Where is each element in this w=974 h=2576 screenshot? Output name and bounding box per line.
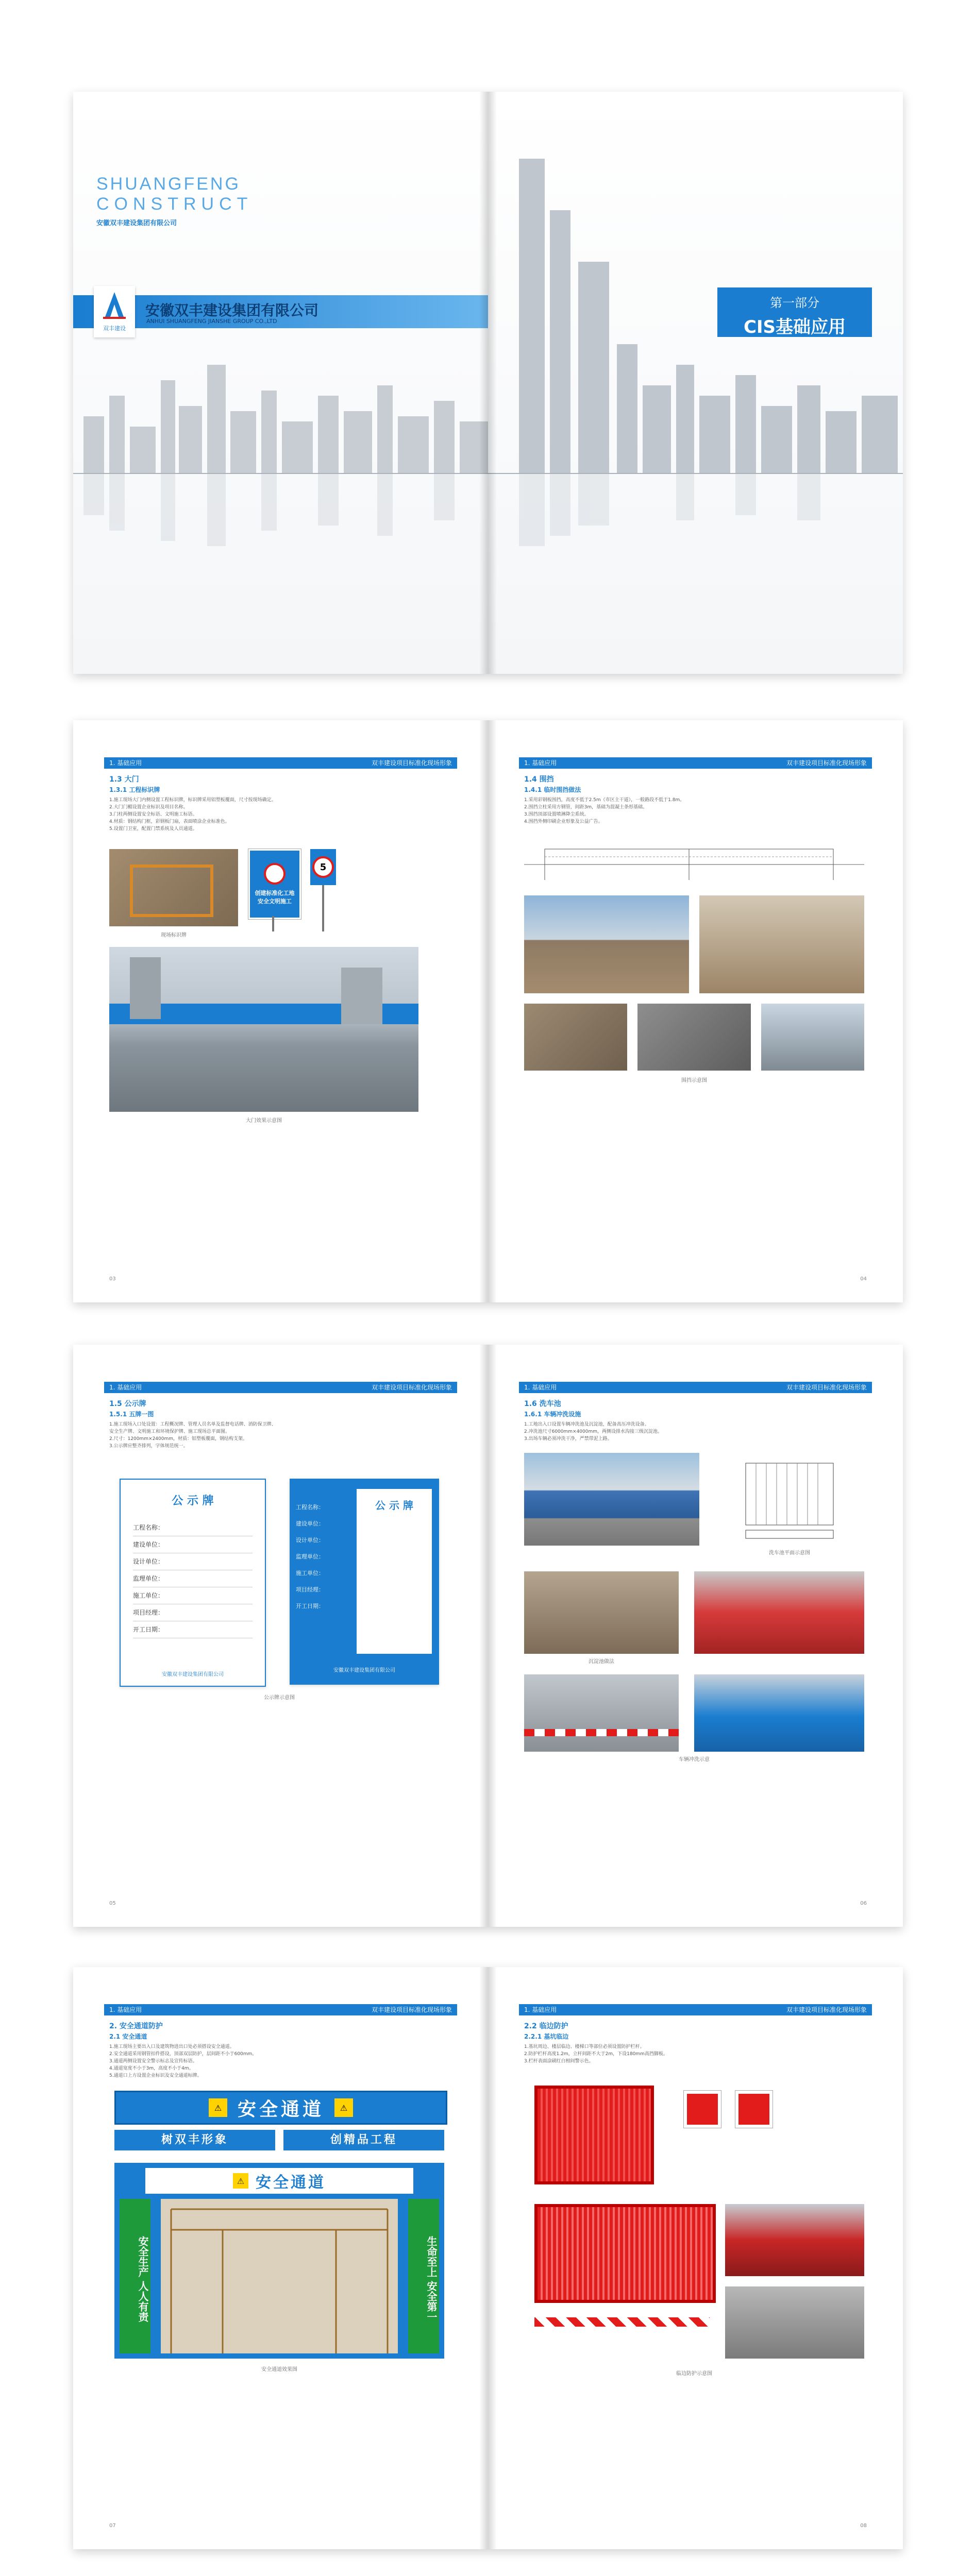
body-text: [524, 1421, 867, 1443]
body-text: [109, 796, 452, 833]
text-line: 2.冲洗池尺寸6000mm×4000mm，两侧设排水沟接三级沉淀池。: [524, 1429, 663, 1434]
board-row: 施工单位：: [133, 1587, 253, 1604]
sign-board-group: [248, 849, 341, 931]
brand-sub-text: 安徽双丰建设集团有限公司: [96, 219, 177, 227]
body-text: [524, 796, 867, 825]
section-title: 1.5 公示牌: [109, 1400, 146, 1408]
site-photo-barrier: [524, 1674, 679, 1752]
cover-front-page: [488, 92, 903, 674]
section-title: 1.6 洗车池: [524, 1400, 561, 1408]
section-title: 2. 安全通道防护: [109, 2022, 163, 2030]
header-left: 1. 基础应用: [109, 759, 142, 767]
site-photo-gate: [109, 947, 418, 1112]
text-line: 安全生产牌、文明施工和环境保护牌、施工现场总平面图。: [109, 1429, 230, 1434]
wash-caption: 车辆冲洗示意: [679, 1757, 710, 1762]
spread-2: [73, 720, 903, 1302]
board-row: 监理单位：: [296, 1553, 324, 1560]
logo-caption: 双丰建设: [103, 325, 126, 332]
header-right: 双丰建设项目标准化现场形象: [786, 759, 867, 767]
speed-limit-number: 5: [320, 861, 327, 873]
page-header: [104, 2004, 457, 2015]
hazard-stripe: [534, 2317, 710, 2327]
site-photo-road: [524, 895, 689, 993]
board-row: 工程名称：: [296, 1504, 324, 1511]
board-rows: [133, 1519, 253, 1638]
section-title: 1.4 围挡: [524, 775, 554, 784]
site-photo-worker: [524, 1004, 627, 1071]
warning-icon-right: ⚠: [334, 2098, 353, 2117]
text-line: 2.安全通道采用钢管扣件搭设，顶部双层防护，层间距不小于600mm。: [109, 2052, 257, 2057]
page-number: 04: [860, 1276, 867, 1282]
wash-plan-caption: 洗车池平面示意图: [769, 1550, 810, 1556]
brand-wordmark: [96, 174, 253, 227]
text-line: 1.采用彩钢板围挡，高度不低于2.5m（市区主干道），一般路段不低于1.8m。: [524, 798, 685, 803]
subsection-title: 1.3.1 工程标识牌: [109, 786, 160, 793]
page-number: 06: [860, 1901, 867, 1906]
pool-caption: 沉淀池做法: [589, 1659, 614, 1665]
site-photo-wash: [524, 1453, 699, 1546]
header-right: 双丰建设项目标准化现场形象: [786, 2006, 867, 2013]
page-3: [73, 720, 488, 1302]
board-footer: 安徽双丰建设集团有限公司: [162, 1672, 224, 1677]
tunnel-side-left: [120, 2199, 150, 2353]
sign-circle-icon: [264, 863, 286, 885]
company-logo-box: [94, 286, 135, 337]
text-line: 1.施工现场大门内侧设置工程标识牌，标识牌采用铝塑板覆面，尺寸按现场确定。: [109, 798, 276, 803]
subsection-title: 1.4.1 临时围挡做法: [524, 786, 581, 793]
board-row: 项目经理：: [296, 1586, 324, 1593]
board-left-rows: [296, 1499, 352, 1615]
city-skyline-right: [488, 128, 903, 550]
tunnel-frame-drawing: [161, 2199, 398, 2353]
sign-board-blue: [248, 849, 301, 919]
subsection-title: 2.1 安全通道: [109, 2033, 147, 2040]
text-line: 2.尺寸：1200mm×2400mm，材质：铝塑板覆面，钢结构支架。: [109, 1436, 248, 1442]
subsection-title: 1.5.1 五牌一图: [109, 1411, 154, 1418]
safety-tunnel: [114, 2163, 444, 2359]
fence-drawing: [524, 834, 864, 890]
section-title: 2.2 临边防护: [524, 2022, 568, 2030]
header-left: 1. 基础应用: [524, 2006, 557, 2013]
notice-board-white: [120, 1479, 266, 1687]
speed-pole: [322, 885, 324, 931]
safety-banner: [114, 2091, 447, 2125]
slogan-2: 创精品工程: [283, 2130, 444, 2150]
text-line: 1.施工现场主要出入口及建筑物进出口处必须搭设安全通道。: [109, 2044, 234, 2049]
header-right: 双丰建设项目标准化现场形象: [371, 759, 452, 767]
site-photo-blue-wall: [694, 1674, 864, 1752]
header-left: 1. 基础应用: [109, 2006, 142, 2013]
board-row: 建设单位：: [133, 1536, 253, 1553]
tunnel-title: 安全通道: [256, 2174, 326, 2192]
side-slogan-left: 安全生产 人人有责: [137, 2235, 149, 2322]
board-footer: 安徽双丰建设集团有限公司: [333, 1668, 395, 1673]
brand-en-line-2: CONSTRUCT: [96, 194, 253, 214]
header-right: 双丰建设项目标准化现场形象: [371, 2006, 452, 2013]
site-photo-street: [761, 1004, 864, 1071]
header-right: 双丰建设项目标准化现场形象: [371, 1384, 452, 1391]
section-title: 1.3 大门: [109, 775, 139, 784]
header-left: 1. 基础应用: [524, 1384, 557, 1391]
site-photo-red-fence: [725, 2204, 864, 2276]
sign-pole: [272, 916, 274, 931]
slogan-1: 树双丰形象: [114, 2130, 275, 2150]
text-line: 2.围挡立柱采用方钢管，间距3m，基础为混凝土条形基础。: [524, 805, 648, 810]
sign-text-2: 安全文明施工: [258, 898, 292, 905]
warning-icon-left: ⚠: [209, 2098, 227, 2117]
board-row: 开工日期：: [133, 1621, 253, 1638]
speed-limit-sign: [310, 849, 336, 885]
side-slogan-right: 生命至上 安全第一: [425, 2235, 438, 2322]
site-photo-dirt: [109, 849, 238, 926]
board-row: 施工单位：: [296, 1570, 324, 1577]
tunnel-side-right: [408, 2199, 439, 2353]
page-8: [488, 1967, 903, 2549]
site-photo-machine: [637, 1004, 751, 1071]
page-number: 05: [109, 1901, 116, 1906]
site-photo-red-pool: [694, 1571, 864, 1654]
text-line: 2.防护栏杆高度1.2m，立杆间距不大于2m，下设180mm高挡脚板。: [524, 2052, 668, 2057]
board-title: 公 示 牌: [172, 1495, 214, 1507]
spread-cover: [73, 92, 903, 674]
page-number: 07: [109, 2523, 116, 2529]
brand-en-line-1: SHUANGFENG: [96, 174, 241, 194]
company-logo-icon: [94, 286, 135, 322]
board-row: 项目经理：: [133, 1604, 253, 1621]
photo-caption: 现场标识牌: [161, 933, 187, 938]
part-label: 第一部分: [770, 296, 819, 310]
cover-back-page: [73, 92, 488, 674]
text-line: 3.栏杆表面涂刷红白相间警示色。: [524, 2059, 594, 2064]
text-line: 5.设置门卫室，配置门禁系统及人员通道。: [109, 826, 197, 832]
board-inner: [357, 1489, 432, 1654]
text-line: 4.通道宽度不小于3m，高度不小于4m。: [109, 2066, 194, 2071]
spread-4: [73, 1967, 903, 2549]
notice-board-blue: [290, 1479, 439, 1685]
city-skyline-left: [73, 334, 488, 550]
text-line: 3.通道两侧设置安全警示标志及宣传标语。: [109, 2059, 197, 2064]
text-line: 1.施工现场入口处设置：工程概况牌、管理人员名单及监督电话牌、消防保卫牌、: [109, 1422, 276, 1427]
board-title: 公 示 牌: [375, 1499, 413, 1512]
page-header: [519, 1382, 872, 1393]
red-guard-panel: [534, 2086, 654, 2184]
text-line: 2.大门门楣设置企业标识及项目名称。: [109, 805, 188, 810]
page-4: [488, 720, 903, 1302]
board-row: 设计单位：: [296, 1537, 324, 1544]
header-right: 双丰建设项目标准化现场形象: [786, 1384, 867, 1391]
text-line: 3.围挡顶部设置喷淋降尘系统。: [524, 812, 589, 817]
page-number: 08: [860, 2523, 867, 2529]
subsection-title: 2.2.1 基坑临边: [524, 2033, 569, 2040]
red-fence-long: [534, 2204, 716, 2303]
text-line: 4.材质：钢结构门框，彩钢板门扇，表面喷涂企业标准色。: [109, 819, 230, 824]
spread-3: [73, 1345, 903, 1927]
guard-connector-b: [735, 2091, 773, 2128]
site-photo-pool: [524, 1571, 679, 1654]
site-photo-ground: [699, 895, 864, 993]
banner-title: 安全通道: [237, 2098, 324, 2120]
subsection-title: 1.6.1 车辆冲洗设施: [524, 1411, 581, 1418]
text-line: 1.工地出入口设置车辆冲洗池及沉淀池，配备高压冲洗设备。: [524, 1422, 649, 1427]
tunnel-opening: [161, 2199, 398, 2353]
company-name-cn: 安徽双丰建设集团有限公司: [145, 302, 319, 319]
text-line: 4.围挡外侧印刷企业形象及公益广告。: [524, 819, 603, 824]
board-row: 开工日期：: [296, 1603, 324, 1609]
sign-text-1: 创建标准化工地: [255, 890, 295, 896]
body-text: [109, 2043, 452, 2079]
header-left: 1. 基础应用: [109, 1384, 142, 1391]
text-line: 3.公示牌应整齐排列，字体规范统一。: [109, 1444, 188, 1449]
text-line: 1.基坑周边、楼层临边、楼梯口等部位必须设置防护栏杆。: [524, 2044, 645, 2049]
board-row: 监理单位：: [133, 1570, 253, 1587]
slogan-bar: [114, 2130, 444, 2150]
tunnel-warning-icon: ⚠: [233, 2173, 248, 2189]
text-line: 5.通道口上方设置企业标识及安全通道标牌。: [109, 2073, 202, 2078]
page-header: [519, 2004, 872, 2015]
board-row: 建设单位：: [296, 1520, 324, 1527]
page-6: [488, 1345, 903, 1927]
guard-connector-a: [684, 2091, 721, 2128]
guard-caption: 临边防护示意图: [676, 2371, 712, 2377]
part-label-box: [717, 287, 872, 337]
body-text: [109, 1421, 452, 1450]
body-text: [524, 2043, 867, 2065]
tunnel-top-banner: [145, 2168, 413, 2194]
company-name-en: ANHUI SHUANGFENG JIANSHE GROUP CO.,LTD: [146, 318, 277, 325]
page-header: [104, 757, 457, 769]
board-row: 工程名称：: [133, 1519, 253, 1536]
speed-limit-circle: [312, 856, 334, 878]
part-title: CIS基础应用: [743, 317, 846, 337]
text-line: 3.门柱两侧设置安全标语、文明施工标语。: [109, 812, 197, 817]
page-7: [73, 1967, 488, 2549]
page-header: [519, 757, 872, 769]
page-5: [73, 1345, 488, 1927]
fence-caption: 围挡示意图: [681, 1078, 707, 1083]
board-caption: 公示牌示意图: [264, 1695, 295, 1701]
page-number: 03: [109, 1276, 116, 1282]
tunnel-caption: 安全通道效果图: [261, 2367, 297, 2372]
board-row: 设计单位：: [133, 1553, 253, 1570]
company-band: [73, 295, 488, 332]
site-photo-pit: [725, 2286, 864, 2359]
header-left: 1. 基础应用: [524, 759, 557, 767]
wash-plan-drawing: [715, 1453, 864, 1546]
page-header: [104, 1382, 457, 1393]
text-line: 3.出场车辆必须冲洗干净，严禁带泥上路。: [524, 1436, 612, 1442]
gate-caption: 大门效果示意图: [246, 1118, 282, 1124]
